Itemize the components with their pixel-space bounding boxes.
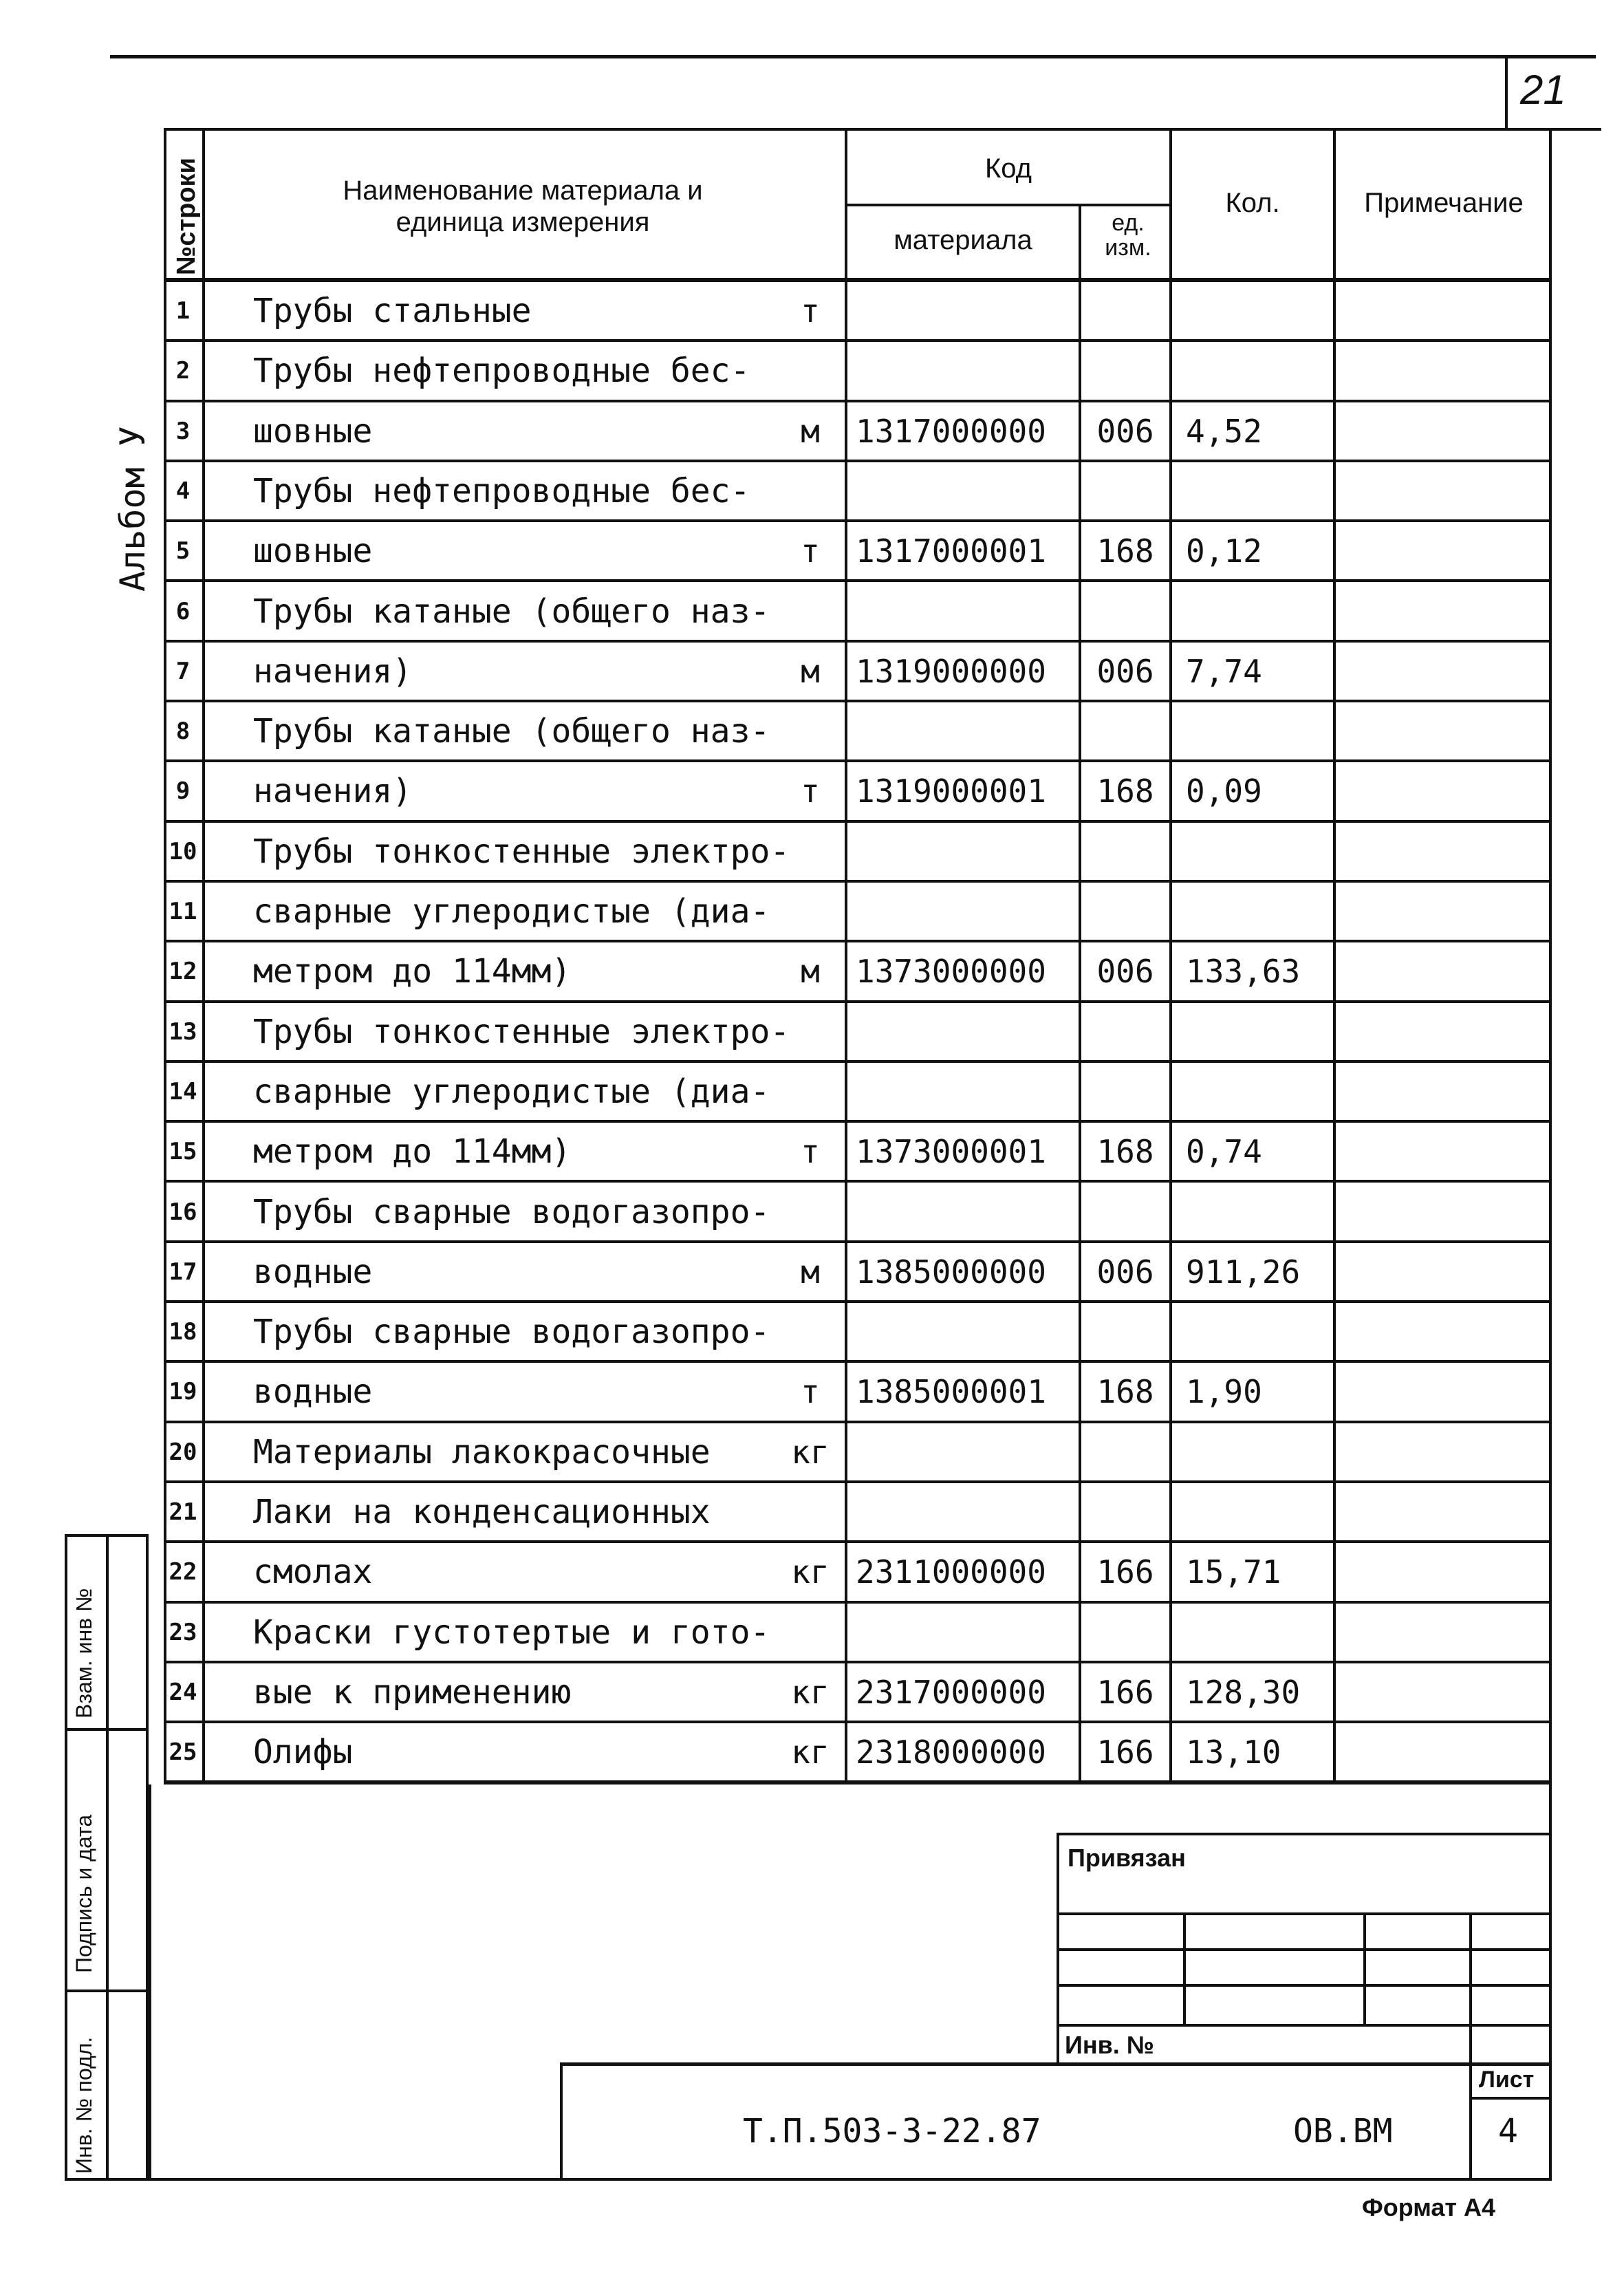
header-name: Наименование материала и единица измерения <box>343 175 703 237</box>
quantity <box>1172 1483 1333 1541</box>
material-code: 2317000000 <box>856 1673 1046 1711</box>
material-code: 2311000000 <box>856 1553 1046 1591</box>
sheet-value: 4 <box>1498 2112 1518 2150</box>
row-number: 15 <box>169 1138 197 1166</box>
material-name: Трубы стальные <box>253 292 532 330</box>
row-number: 4 <box>175 477 191 505</box>
material-name: Материалы лакокрасочные <box>253 1432 711 1471</box>
bound-col-1 <box>1183 1912 1186 2024</box>
table-row <box>164 402 1552 462</box>
format-label: Формат А4 <box>1362 2193 1496 2221</box>
unit-code <box>1081 702 1169 760</box>
table-row <box>164 342 1552 402</box>
unit-code: 168 <box>1096 1373 1154 1411</box>
unit-code: 166 <box>1096 1673 1154 1711</box>
row-number: 5 <box>175 537 191 565</box>
material-unit: кг <box>791 1734 830 1771</box>
row-number: 9 <box>175 777 191 806</box>
material-code <box>847 1483 1079 1541</box>
quantity <box>1172 1423 1333 1481</box>
table-row <box>164 1423 1552 1483</box>
material-name: сварные углеродистые (диа- <box>253 1072 770 1111</box>
quantity <box>1172 823 1333 881</box>
quantity <box>1172 1604 1333 1661</box>
doc-code: Т.П.503-3-22.87 <box>743 2112 1041 2150</box>
row-number: 8 <box>175 718 191 746</box>
row-number: 6 <box>175 597 191 625</box>
table-row <box>164 1063 1552 1123</box>
quantity: 7,74 <box>1186 652 1262 690</box>
material-code <box>847 1003 1079 1061</box>
material-unit <box>776 702 845 760</box>
material-unit: кг <box>791 1433 830 1471</box>
material-code <box>847 583 1079 640</box>
bound-rule-2 <box>1057 1948 1549 1951</box>
corner-divider <box>1505 55 1508 131</box>
material-unit: м <box>801 953 820 991</box>
table-row <box>164 762 1552 822</box>
quantity <box>1172 883 1333 940</box>
row-number: 10 <box>169 837 197 865</box>
quantity: 0,09 <box>1186 773 1262 810</box>
material-unit: т <box>801 292 820 330</box>
table-row <box>164 1183 1552 1243</box>
bound-col-2 <box>1363 1912 1366 2024</box>
row-number: 2 <box>175 357 191 385</box>
material-code: 1373000001 <box>856 1133 1046 1171</box>
bound-rule-1 <box>1057 1912 1549 1915</box>
unit-code: 006 <box>1096 1253 1154 1291</box>
unit-code <box>1081 1604 1169 1661</box>
quantity: 15,71 <box>1186 1553 1281 1591</box>
title-left <box>560 2062 563 2181</box>
material-code <box>847 823 1079 881</box>
table-row <box>164 1663 1552 1723</box>
material-unit: м <box>801 412 820 450</box>
table-row <box>164 643 1552 702</box>
frame-right <box>1549 1785 1552 2181</box>
table-row <box>164 823 1552 883</box>
unit-code <box>1081 883 1169 940</box>
sheet-label: Лист <box>1479 2067 1535 2093</box>
quantity: 0,74 <box>1186 1133 1262 1171</box>
material-code: 1317000000 <box>856 412 1046 450</box>
table-row <box>164 702 1552 762</box>
row-number: 3 <box>175 417 191 445</box>
quantity <box>1172 1303 1333 1361</box>
quantity <box>1172 462 1333 520</box>
table-row <box>164 1723 1552 1783</box>
quantity: 13,10 <box>1186 1734 1281 1771</box>
bound-rule-3 <box>1057 1984 1549 1987</box>
material-code <box>847 1423 1079 1481</box>
header-code-unit: ед. изм. <box>1105 210 1151 261</box>
side-sign-date: Подпись и дата <box>72 1814 96 1973</box>
side-stamp-rule-1 <box>65 1728 149 1731</box>
quantity: 0,12 <box>1186 532 1262 570</box>
unit-code <box>1081 1183 1169 1241</box>
material-code: 1385000001 <box>856 1373 1046 1411</box>
row-number: 13 <box>169 1017 197 1046</box>
material-code <box>847 1063 1079 1121</box>
material-unit <box>776 1003 845 1061</box>
row-number: 11 <box>169 898 197 925</box>
material-name: Трубы тонкостенные электро- <box>253 1012 790 1051</box>
material-name: начения) <box>253 772 413 811</box>
unit-code: 168 <box>1096 1133 1154 1171</box>
material-name: водные <box>253 1252 373 1291</box>
material-unit: т <box>801 1373 820 1411</box>
unit-code <box>1081 1063 1169 1121</box>
title-sheet-divider <box>1469 2062 1472 2181</box>
bound-rule-4 <box>1057 2024 1549 2027</box>
quantity: 4,52 <box>1186 412 1262 450</box>
table-row <box>164 583 1552 643</box>
title-sheet-rule <box>1469 2097 1549 2100</box>
table-row <box>164 1543 1552 1603</box>
bound-top <box>1057 1833 1549 1835</box>
quantity: 128,30 <box>1186 1673 1301 1711</box>
code-subheader-rule <box>845 204 1169 206</box>
unit-code <box>1081 583 1169 640</box>
unit-code: 166 <box>1096 1734 1154 1771</box>
material-unit: т <box>801 773 820 810</box>
material-name: Трубы тонкостенные электро- <box>253 832 790 871</box>
material-code <box>847 462 1079 520</box>
unit-code: 006 <box>1096 652 1154 690</box>
table-row <box>164 522 1552 582</box>
quantity <box>1172 1003 1333 1061</box>
material-name: метром до 114мм) <box>253 952 572 991</box>
material-unit <box>776 1604 845 1661</box>
material-name: водные <box>253 1372 373 1412</box>
row-number: 25 <box>169 1738 197 1767</box>
material-unit: м <box>801 652 820 690</box>
header-code-material: материала <box>894 225 1032 255</box>
material-unit <box>776 1063 845 1121</box>
material-unit <box>776 1183 845 1241</box>
header-code: Код <box>984 153 1032 184</box>
material-code <box>847 883 1079 940</box>
material-unit <box>776 1303 845 1361</box>
row-number: 23 <box>169 1618 197 1646</box>
row-number: 16 <box>169 1198 197 1226</box>
material-unit <box>776 1483 845 1541</box>
material-code <box>847 1604 1079 1661</box>
quantity <box>1172 702 1333 760</box>
unit-code <box>1081 282 1169 340</box>
row-number: 22 <box>169 1558 197 1586</box>
material-code <box>847 342 1079 400</box>
row-number: 1 <box>175 297 191 325</box>
unit-code <box>1081 462 1169 520</box>
quantity <box>1172 1063 1333 1121</box>
material-code <box>847 702 1079 760</box>
quantity <box>1172 282 1333 340</box>
material-code: 1319000000 <box>856 652 1046 690</box>
sheet-number-top: 21 <box>1520 67 1566 113</box>
material-name: Олифы <box>253 1733 353 1772</box>
title-top <box>560 2062 1549 2066</box>
material-unit <box>776 462 845 520</box>
frame-left <box>149 1785 151 2181</box>
material-code: 1385000000 <box>856 1253 1046 1291</box>
header-qty: Кол. <box>1225 188 1280 218</box>
quantity: 133,63 <box>1186 953 1301 991</box>
material-code <box>847 282 1079 340</box>
material-unit <box>776 823 845 881</box>
row-number: 21 <box>169 1498 197 1526</box>
quantity: 911,26 <box>1186 1253 1301 1291</box>
row-number: 18 <box>169 1318 197 1346</box>
bound-col-3 <box>1469 1912 1472 2065</box>
material-name: сварные углеродистые (диа- <box>253 892 770 931</box>
side-stamp-divider <box>106 1534 109 2181</box>
material-unit <box>776 883 845 940</box>
material-name: Трубы сварные водогазопро- <box>253 1313 770 1352</box>
table-row <box>164 1604 1552 1663</box>
unit-code: 168 <box>1096 773 1154 810</box>
unit-code <box>1081 1483 1169 1541</box>
table-row <box>164 883 1552 942</box>
material-unit <box>776 342 845 400</box>
material-name: вые к применению <box>253 1672 572 1712</box>
row-number: 12 <box>169 958 197 986</box>
material-unit: т <box>801 1133 820 1171</box>
quantity: 1,90 <box>1186 1373 1262 1411</box>
material-code: 1319000001 <box>856 773 1046 810</box>
inv-no-label: Инв. № <box>1065 2031 1154 2059</box>
unit-code <box>1081 1003 1169 1061</box>
material-unit <box>776 583 845 640</box>
row-number: 14 <box>169 1077 197 1106</box>
quantity <box>1172 1183 1333 1241</box>
unit-code: 006 <box>1096 412 1154 450</box>
section-code: ОВ.ВМ <box>1293 2112 1393 2150</box>
material-name: начения) <box>253 651 413 691</box>
table-row <box>164 1483 1552 1543</box>
material-name: Трубы сварные водогазопро- <box>253 1192 770 1231</box>
material-name: Трубы катаные (общего наз- <box>253 712 770 751</box>
material-name: Лаки на конденсационных <box>253 1493 711 1531</box>
unit-code: 168 <box>1096 532 1154 570</box>
material-code <box>847 1183 1079 1241</box>
album-label: Альбом У <box>113 426 153 592</box>
bound-label: Привязан <box>1068 1844 1186 1872</box>
unit-code <box>1081 1423 1169 1481</box>
material-name: метром до 114мм) <box>253 1132 572 1172</box>
table-row <box>164 1303 1552 1363</box>
row-number: 20 <box>169 1438 197 1466</box>
material-unit: кг <box>791 1673 830 1711</box>
quantity <box>1172 583 1333 640</box>
material-unit: кг <box>791 1553 830 1591</box>
unit-code <box>1081 823 1169 881</box>
table-row <box>164 462 1552 522</box>
material-unit: м <box>801 1253 820 1291</box>
unit-code <box>1081 1303 1169 1361</box>
material-name: шовные <box>253 411 373 451</box>
material-name: Трубы нефтепроводные бес- <box>253 352 750 391</box>
side-stamp-rule-2 <box>65 1990 149 1992</box>
material-code <box>847 1303 1079 1361</box>
material-name: смолах <box>253 1553 373 1592</box>
material-unit: т <box>801 532 820 570</box>
material-name: Трубы катаные (общего наз- <box>253 592 770 631</box>
frame-bottom <box>149 2178 1552 2181</box>
row-number: 24 <box>169 1678 197 1706</box>
header-row-no: №строки <box>172 158 201 275</box>
row-number: 7 <box>175 657 191 685</box>
row-number: 17 <box>169 1258 197 1286</box>
table-row <box>164 942 1552 1002</box>
side-inv-podl: Инв. № подл. <box>72 2036 96 2174</box>
header-note: Примечание <box>1364 188 1524 218</box>
material-name: шовные <box>253 532 373 571</box>
table-row <box>164 1363 1552 1423</box>
top-rule <box>110 55 1596 58</box>
table-row <box>164 1003 1552 1063</box>
unit-code <box>1081 342 1169 400</box>
table-row <box>164 1123 1552 1183</box>
material-name: Краски густотертые и гото- <box>253 1613 770 1652</box>
material-name: Трубы нефтепроводные бес- <box>253 471 750 510</box>
material-code: 1373000000 <box>856 953 1046 991</box>
unit-code: 166 <box>1096 1553 1154 1591</box>
unit-code: 006 <box>1096 953 1154 991</box>
table-row <box>164 1243 1552 1303</box>
side-vzam-inv: Взам. инв № <box>72 1588 96 1718</box>
row-number: 19 <box>169 1378 197 1406</box>
material-code: 1317000001 <box>856 532 1046 570</box>
material-code: 2318000000 <box>856 1734 1046 1771</box>
quantity <box>1172 342 1333 400</box>
table-row <box>164 282 1552 342</box>
